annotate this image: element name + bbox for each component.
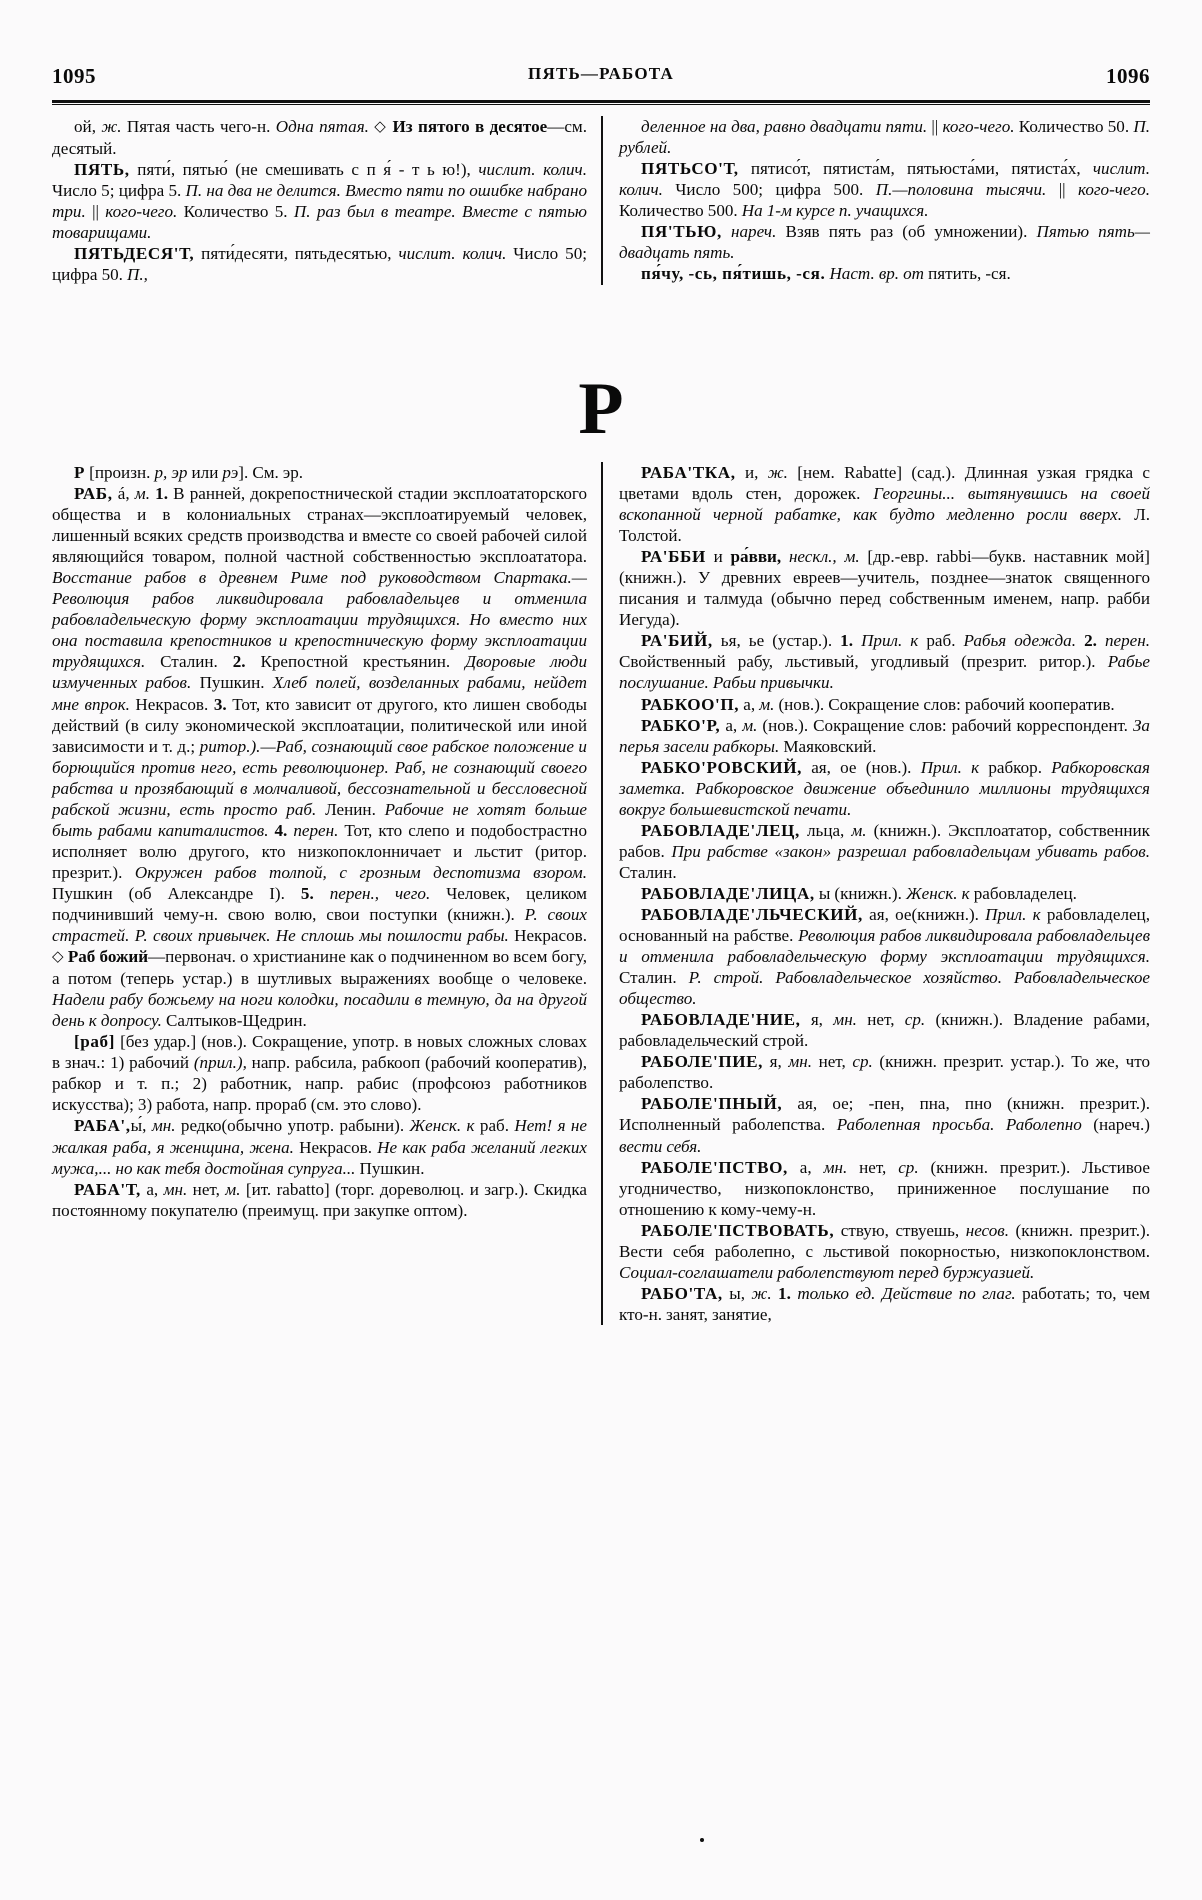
dictionary-entry: РА'БИЙ, ья, ье (устар.). 1. Прил. к раб. Рабья одежда. 2. перен. Свойственный рабу, льстивый, угодливый (презрит. ритор.). Рабье послушание. Рабьи привычки. [619, 631, 1150, 693]
dictionary-entry: РАБ, á, м. 1. В ранней, докрепостнической стадии эксплоататорского общества и в колониальных странах—эксплоатируемый человек, лишенный всяких средств производства и вместе со своей рабочей силой являющийся товаром, полной частной собственностью эксплоататора. Восстание рабов в древнем Риме под руководством Спартака.—Революция рабов ликвидировала рабовладельцев и отменила рабовладельческую форму эксплоатации трудящихся. Но вместо них она поставила крепостников и крепостническую форму эксплоатации трудящихся. Сталин. 2. Крепостной крестьянин. Дворовые люди измученных рабов. Пушкин. Хлеб полей, возделанных рабами, нейдет мне впрок. Некрасов. 3. Тот, кто зависит от другого, кто лишен свободы действий (в силу экономической эксплоатации, политической или иной зависимости и т. д.; ритор.).—Раб, сознающий свое рабское положение и борющийся против него, есть революционер. Раб, не сознающий своего рабства и прозябающий в молчаливой, бессознательной и бессловесной рабской жизни, есть просто раб. Ленин. Рабочие не хотят больше быть рабами капиталистов. 4. перен. Тот, кто слепо и подобострастно исполняет волю другого, кто низкопоклонничает и льстит (ритор. презрит.). Окружен рабов толпой, с грозным деспотизма взором. Пушкин (об Александре I). 5. перен., чего. Человек, целиком подчинивший чему-н. свою волю, свои поступки (книжн.). Р. своих страстей. Р. своих привычек. Не сплошь мы пошлости рабы. Некрасов. ◇ Раб божий—первонач. о христианине как о подчиненном во всем богу, а потом (теперь устар.) в шутливых выражениях вообще о человеке. Надели рабу божьему на ноги колодки, посадили в темную, да на другой день к допросу. Салтыков-Щедрин. [52, 484, 588, 1031]
main-columns [52, 462, 1150, 1325]
running-head [52, 64, 1150, 98]
dictionary-entry: РАБА'ТКА, и, ж. [нем. Rabatte] (сад.). Длинная узкая грядка с цветами вдоль стен, дорожек. Георгины... вытянувшись на своей вскопанной черной рабатке, как будто медленно росли вверх. Л. Толстой. [619, 463, 1150, 546]
main-left-column [52, 462, 601, 1325]
dictionary-entry: [раб] [без удар.] (нов.). Сокращение, употр. в новых сложных словах в знач.: 1) рабочий (прил.), напр. рабсила, рабкооп (рабочий кооператив), рабкор и т. п.; 2) работник, напр. рабис (профсоюз работников искусства); 3) работа, напр. прораб (см. это слово). [52, 1032, 587, 1115]
folio-right: 1096 [1106, 64, 1150, 88]
dictionary-entry: ПЯТЬСО'Т, пятисо́т, пятиста́м, пятьюста́ми, пятиста́х, числит. колич. Число 500; цифра 500. П.—половина тысячи. || кого-чего. Количество 500. На 1-м курсе п. учащихся. [619, 159, 1150, 221]
dictionary-entry: РАБА'Т, а, мн. нет, м. [ит. rabatto] (торг. дореволюц. и загр.). Скидка постоянному покупателю (преимущ. при закупке оптом). [52, 1179, 587, 1220]
dictionary-entry: ПЯТЬ, пяти́, пятью́ (не смешивать с п я́ - т ь ю!), числит. колич. Число 5; цифра 5. П. на два не делится. Вместо пяти по ошибке набрано три. || кого-чего. Количество 5. П. раз был в театре. Вместе с пятью товарищами. [52, 160, 587, 243]
dictionary-entry: РА'ББИ и ра́вви, нескл., м. [др.-евр. rabbi—букв. наставник мой] (книжн.). У древних евреев—учитель, позднее—знаток священного писания и талмуда (обычно перед собственным именем, напр. рабби Иегуда). [619, 547, 1150, 630]
section-letter: Р [578, 368, 624, 450]
dictionary-entry: РАБОЛЕ'ПИЕ, я, мн. нет, ср. (книжн. презрит. устар.). То же, что раболепство. [619, 1052, 1150, 1093]
guide-words: ПЯТЬ—РАБОТА [528, 64, 674, 83]
dictionary-entry: РАБОЛЕ'ПНЫЙ, ая, ое; -пен, пна, пно (книжн. презрит.). Исполненный раболепства. Раболепная просьба. Раболепно (нареч.) вести себя. [619, 1094, 1150, 1156]
top-right-column [601, 116, 1150, 285]
dictionary-entry: ПЯТЬДЕСЯ'Т, пяти́десяти, пятьдесятью, числит. колич. Число 50; цифра 50. П., [52, 244, 587, 285]
dictionary-entry: деленное на два, равно двадцати пяти. || кого-чего. Количество 50. П. рублей. [619, 117, 1150, 158]
dictionary-entry: пя́чу, -сь, пя́тишь, -ся. Наст. вр. от пятить, -ся. [641, 264, 1011, 284]
dictionary-entry: РАБОЛЕ'ПСТВО, а, мн. нет, ср. (книжн. презрит.). Льстивое угодничество, низкопоклонство, приниженное послушание по отношению к кому-чему-н. [619, 1157, 1151, 1219]
dictionary-entry: РАБОЛЕ'ПСТВОВАТЬ, ствую, ствуешь, несов. (книжн. презрит.). Вести себя раболепно, с льстивой покорностью, низкопоклонством. Социал-соглашатели раболепствуют перед буржуазией. [619, 1220, 1150, 1282]
dictionary-entry: РАБОВЛАДЕ'НИЕ, я, мн. нет, ср. (книжн.). Владение рабами, рабовладельческий строй. [619, 1010, 1150, 1051]
dictionary-entry: РАБОВЛАДЕ'ЛИЦА, ы (книжн.). Женск. к рабовладелец. [641, 883, 1077, 903]
page-dot [700, 1838, 704, 1842]
dictionary-entry: ой, ж. Пятая часть чего-н. Одна пятая. ◇ Из пятого в десятое—см. десятый. [52, 117, 587, 159]
main-right-column [601, 462, 1150, 1325]
header-rule [52, 100, 1150, 105]
dictionary-entry: РАБО'ТА, ы, ж. 1. только ед. Действие по глаг. работать; то, чем кто-н. занят, занятие, [619, 1283, 1150, 1324]
folio-left: 1095 [52, 64, 96, 88]
dictionary-entry: РАБОВЛАДЕ'ЛЕЦ, льца, м. (книжн.). Эксплоататор, собственник рабов. При рабстве «закон» разрешал рабовладельцам убивать рабов. Сталин. [619, 820, 1150, 882]
dictionary-entry: РАБКО'РОВСКИЙ, ая, ое (нов.). Прил. к рабкор. Рабкоровская заметка. Рабкоровское движение объединило миллионы трудящихся вокруг большевистской печати. [619, 757, 1150, 819]
dictionary-entry: РАБКОО'П, а, м. (нов.). Сокращение слов: рабочий кооператив. [641, 694, 1115, 714]
top-columns [52, 116, 1150, 285]
dictionary-entry: РАБКО'Р, а, м. (нов.). Сокращение слов: рабочий корреспондент. За перья засели рабкоры. Маяковский. [619, 715, 1150, 756]
dictionary-entry: Р [произн. р, эр или рэ]. См. эр. [74, 463, 304, 482]
dictionary-entry: РАБОВЛАДЕ'ЛЬЧЕСКИЙ, ая, ое(книжн.). Прил. к рабовладелец, основанный на рабстве. Революция рабов ликвидировала рабовладельцев и отменила рабовладельческую форму эксплоатации трудящихся. Сталин. Р. строй. Рабовладельческое хозяйство. Рабовладельческое общество. [619, 904, 1150, 1009]
top-left-column [52, 116, 601, 285]
dictionary-entry: ПЯ'ТЬЮ, нареч. Взяв пять раз (об умножении). Пятью пять—двадцать пять. [619, 222, 1150, 263]
dictionary-entry: РАБА',ы́, мн. редко(обычно употр. рабыни). Женск. к раб. Нет! я не жалкая раба, я женщина, жена. Некрасов. Не как раба желаний легких мужа,... но как тебя достойная супруга... Пушкин. [52, 1116, 588, 1178]
